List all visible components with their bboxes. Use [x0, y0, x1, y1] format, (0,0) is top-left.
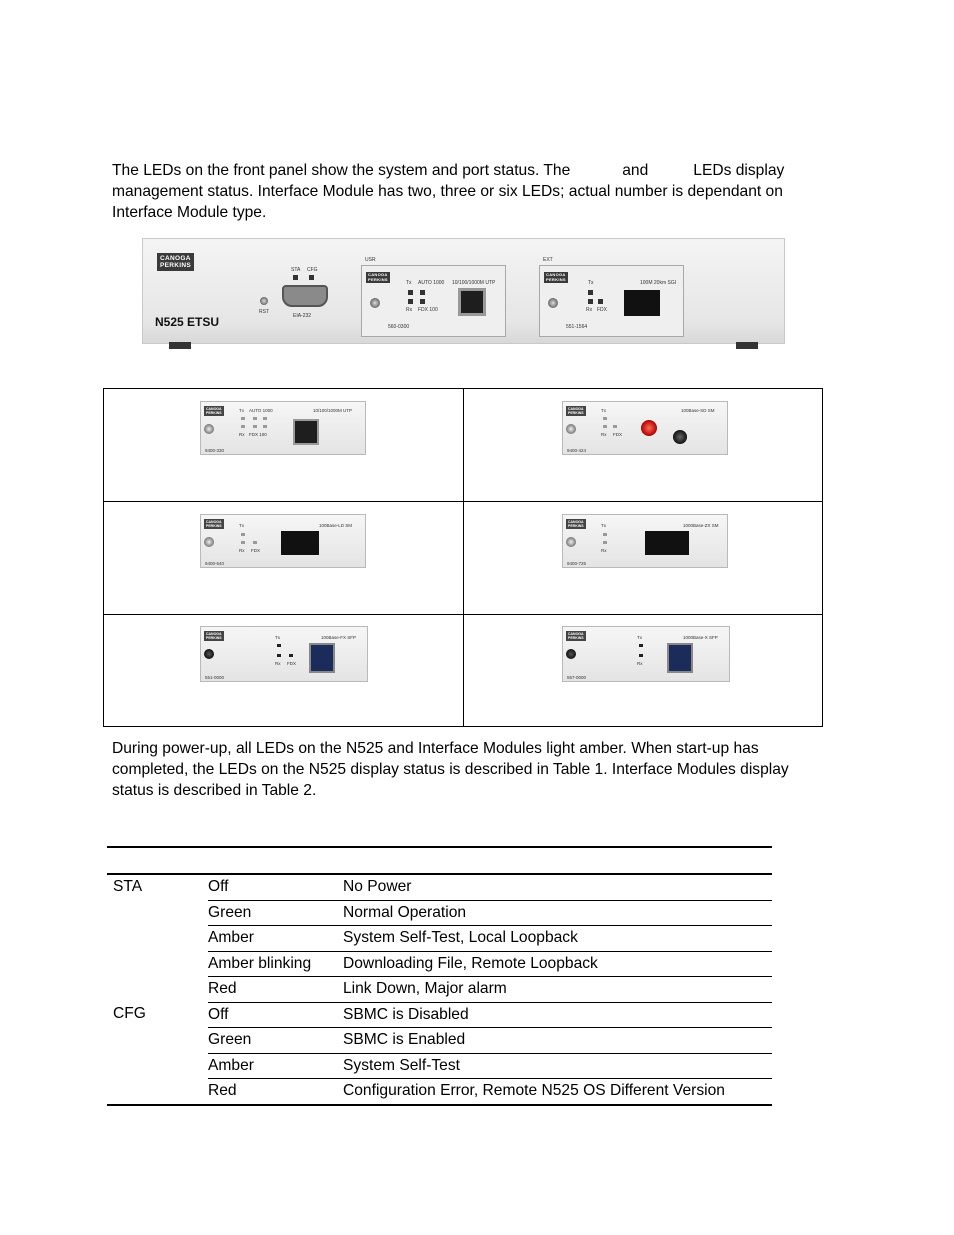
slot2-part-number: 551-1564: [566, 324, 588, 330]
module-led: [253, 417, 257, 420]
module-tx-connector: [641, 420, 657, 436]
module-tx-label: Tx: [275, 635, 280, 640]
slot1-tx-led: [408, 290, 413, 295]
module-rx-label: Rx: [601, 548, 607, 553]
slot1-logo: CANOGA PERKINS: [368, 272, 388, 282]
module-led: [253, 425, 257, 428]
cfg-label: CFG: [307, 267, 318, 273]
led-meaning-cell: No Power: [343, 874, 772, 900]
led-state-cell: Amber blinking: [208, 951, 343, 977]
grid-divider-row2: [104, 614, 822, 615]
module-led: [263, 425, 267, 428]
module-led: [241, 533, 245, 536]
module-rx-label: Rx: [275, 661, 281, 666]
module-auto-label: AUTO 1000: [249, 408, 273, 413]
module-led: [603, 541, 607, 544]
chassis-foot-left: [169, 342, 191, 349]
module-part-number: 9400-424: [567, 448, 587, 453]
module-card-x-sfp: [562, 626, 730, 682]
module-fdx-label: FDX: [613, 432, 622, 437]
module-part-number: 9400-540: [205, 561, 225, 566]
module-fdx-label: FDX: [287, 661, 296, 666]
module-led: [613, 425, 617, 428]
slot1-screw: [370, 298, 380, 308]
slot2-logo: CANOGA PERKINS: [546, 272, 566, 282]
led-meaning-cell: Link Down, Major alarm: [343, 977, 772, 1003]
module-card-ld-sm: [200, 514, 366, 568]
led-state-cell: Red: [208, 1079, 343, 1105]
led-state-cell: Green: [208, 900, 343, 926]
module-screw: [566, 649, 576, 659]
module-screw: [204, 424, 214, 434]
led-meaning-cell: SBMC is Disabled: [343, 1002, 772, 1028]
module-tx-label: Tx: [601, 408, 606, 413]
module-part-number: 557-0000: [567, 675, 587, 680]
module-fdx-label: FDX 100: [249, 432, 267, 437]
module-screw: [204, 537, 214, 547]
module-rx-label: Rx: [239, 548, 245, 553]
led-meaning-cell: Configuration Error, Remote N525 OS Different Version: [343, 1079, 772, 1105]
module-led: [639, 654, 643, 657]
slot2-fdx-label: FDX: [597, 307, 607, 313]
module-logo: CANOGA PERKINS: [206, 407, 222, 415]
intro-text-3: LEDs display management status. Interface Module has two, three or six LEDs; actual number is dependant on Interface Module type.: [112, 162, 785, 221]
cfg-led: [309, 275, 314, 280]
module-led: [603, 417, 607, 420]
module-part-number: 9400-725: [567, 561, 587, 566]
slot2-tx-led: [588, 290, 593, 295]
sta-label: STA: [291, 267, 301, 273]
module-tx-label: Tx: [637, 635, 642, 640]
module-rj45-port: [293, 419, 319, 445]
module-led: [241, 417, 245, 420]
module-sfp-port: [667, 643, 693, 673]
module-fdx-label: FDX: [251, 548, 260, 553]
led-state-cell: Off: [208, 1002, 343, 1028]
module-led: [241, 425, 245, 428]
led-state-cell: Off: [208, 874, 343, 900]
table-row: [107, 1002, 772, 1028]
module-logo: CANOGA PERKINS: [568, 407, 584, 415]
led-meaning-cell: Downloading File, Remote Loopback: [343, 951, 772, 977]
grid-divider-row1: [104, 501, 822, 502]
slot1-type-label: 10/100/1000M UTP: [452, 280, 496, 286]
module-type-label: 1000Base-ZX SM: [683, 523, 719, 528]
led-state-cell: Red: [208, 977, 343, 1003]
led-meaning-cell: SBMC is Enabled: [343, 1028, 772, 1054]
sta-led: [293, 275, 298, 280]
slot2-module: [539, 265, 684, 337]
module-logo: CANOGA PERKINS: [206, 520, 222, 528]
led-meaning-cell: System Self-Test: [343, 1053, 772, 1079]
module-logo: CANOGA PERKINS: [568, 520, 584, 528]
module-type-label: 100Base-LD SM: [319, 523, 353, 528]
chassis-model-label: N525 ETSU: [155, 315, 220, 329]
module-screw: [566, 537, 576, 547]
module-rx-connector: [673, 430, 687, 444]
slot1-rj45-port: [458, 288, 486, 316]
slot1-tx-label: Tx: [406, 280, 412, 286]
module-logo: CANOGA PERKINS: [206, 632, 222, 640]
module-led: [253, 541, 257, 544]
module-screw: [204, 649, 214, 659]
table-row: [107, 874, 772, 900]
intro-text-2: and: [622, 162, 649, 179]
rst-label: RST: [259, 309, 269, 315]
intro-paragraph: [112, 160, 812, 223]
slot2-type-label: 100M 20km SGI: [640, 280, 677, 286]
eia232-connector: [282, 285, 328, 307]
module-fiber-port: [281, 531, 319, 555]
slot1-led-4: [420, 299, 425, 304]
led-meaning-cell: Normal Operation: [343, 900, 772, 926]
slot1-rx-label: Rx: [406, 307, 413, 313]
led-status-table: [107, 846, 772, 1106]
module-fiber-port: [645, 531, 689, 555]
slot2-fdx-led: [598, 299, 603, 304]
module-led: [639, 644, 643, 647]
led-name-cell: CFG: [107, 1002, 208, 1105]
interface-module-grid: [103, 388, 823, 727]
led-state-cell: Amber: [208, 1053, 343, 1079]
slot2-rx-led: [588, 299, 593, 304]
module-led: [603, 533, 607, 536]
slot1-fdx-label: FDX 100: [418, 307, 438, 313]
slot2-rx-label: Rx: [586, 307, 593, 313]
module-sfp-port: [309, 643, 335, 673]
slot1-label: USR: [365, 257, 376, 263]
module-tx-label: Tx: [239, 523, 244, 528]
module-rx-label: Rx: [601, 432, 607, 437]
module-part-number: 551-0000: [205, 675, 225, 680]
module-led: [277, 654, 281, 657]
slot2-tx-label: Tx: [588, 280, 594, 286]
module-card-fx-sfp: [200, 626, 368, 682]
led-state-cell: Amber: [208, 926, 343, 952]
module-rx-label: Rx: [637, 661, 643, 666]
module-screw: [566, 424, 576, 434]
slot1-auto-label: AUTO 1000: [418, 280, 445, 286]
module-led: [277, 644, 281, 647]
powerup-paragraph: During power-up, all LEDs on the N525 and Interface Modules light amber. When start-up has completed, the LEDs on the N525 display status is described in Table 1. Interface Modules display status is described in Table 2.: [112, 740, 789, 799]
module-logo: CANOGA PERKINS: [568, 632, 584, 640]
slot2-fiber-port: [624, 290, 660, 316]
led-name-cell: STA: [113, 878, 143, 895]
table-header-rule: [107, 847, 772, 874]
module-led: [241, 541, 245, 544]
module-type-label: 1000Base-X SFP: [683, 635, 718, 640]
module-rx-label: Rx: [239, 432, 245, 437]
module-tx-label: Tx: [601, 523, 606, 528]
module-led: [603, 425, 607, 428]
module-type-label: 100Base-SD SM: [681, 408, 715, 413]
module-part-number: 9400-330: [205, 448, 225, 453]
slot1-part-number: 560-0300: [388, 324, 410, 330]
slot2-screw: [548, 298, 558, 308]
module-led: [289, 654, 293, 657]
reset-button[interactable]: [260, 297, 268, 305]
led-state-cell: Green: [208, 1028, 343, 1054]
module-card-sd-sm: [562, 401, 728, 455]
slot1-module: [361, 265, 506, 337]
intro-text-1: The LEDs on the front panel show the system and port status. The: [112, 162, 571, 179]
canoga-perkins-logo: CANOGA PERKINS: [157, 253, 194, 271]
eia232-label: EIA-232: [293, 313, 312, 319]
module-type-label: 100Base-FX SFP: [321, 635, 357, 640]
module-led: [263, 417, 267, 420]
module-tx-label: Tx: [239, 408, 244, 413]
module-card-utp: [200, 401, 366, 455]
chassis-front-panel-image: [142, 238, 785, 344]
module-card-zx-sm: [562, 514, 728, 568]
slot2-label: EXT: [543, 257, 553, 263]
led-meaning-cell: System Self-Test, Local Loopback: [343, 926, 772, 952]
slot1-led-2: [420, 290, 425, 295]
chassis-foot-right: [736, 342, 758, 349]
grid-divider-vertical: [463, 389, 464, 726]
module-type-label: 10/100/1000M UTP: [313, 408, 353, 413]
slot1-rx-led: [408, 299, 413, 304]
